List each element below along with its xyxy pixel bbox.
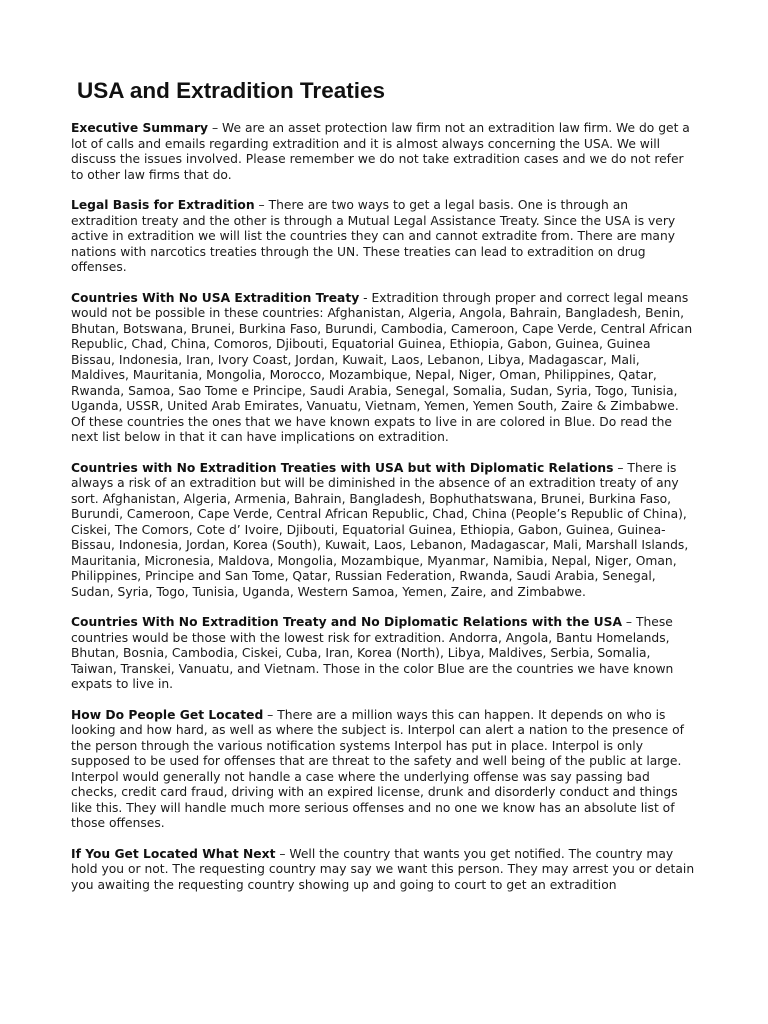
section-heading: If You Get Located What Next — [71, 846, 276, 861]
paragraph-diplomatic-relations — [71, 461, 696, 601]
section-heading: Countries With No Extradition Treaty and No Diplomatic Relations with the USA — [71, 615, 623, 629]
section-body: – These countries would be those with the lowest risk for extradition. Andorra, Angola, Bantu Homelands, Bhutan, Bosnia, Cambodia, Ciskei, Cuba, Iran, Korea (North), Libya, Maldives, Serbia, Somalia, Taiwan, Transkei, Vanuatu, and Vietnam. Those in the color Blue are the countries we have known expats to live in. — [71, 615, 674, 691]
section-heading: Countries With No USA Extradition Treaty — [71, 290, 360, 305]
section-heading: Legal Basis for Extradition — [71, 198, 255, 212]
section-heading: Executive Summary — [71, 121, 209, 135]
paragraph-no-diplomatic-relations — [71, 615, 696, 693]
section-body: – We are an asset protection law firm not an extradition law firm. We do get a lot of calls and emails regarding extradition and it is almost always concerning the USA. We will discuss the issues involved. Please remember we do not take extradition cases and we do not refer to other law firms that do. — [71, 121, 690, 182]
paragraph-if-located — [71, 847, 696, 894]
section-heading: How Do People Get Located — [71, 707, 264, 722]
section-body: – There are two ways to get a legal basis. One is through an extradition treaty and the other is through a Mutual Legal Assistance Treaty. Since the USA is very active in extradition we will list the countries they can and cannot extradite from. There are many nations with narcotics treaties through the UN. These treaties can lead to extradition on drug offenses. — [71, 198, 676, 274]
section-body: - Extradition through proper and correct legal means would not be possible in these countries: Afghanistan, Algeria, Angola, Bahrain, Bangladesh, Benin, Bhutan, Botswana, Brunei, Burkina Faso, Burundi, Cambodia, Cameroon, Cape Verde, Central African Republic, Chad, China, Comoros, Djibouti, Equatorial Guinea, Ethiopia, Gabon, Guinea, Guinea Bissau, Indonesia, Iran, Ivory Coast, Jordan, Kuwait, Laos, Lebanon, Libya, Madagascar, Mali, Maldives, Mauritania, Mongolia, Morocco, Mozambique, Nepal, Niger, Oman, Philippines, Qatar, Rwanda, Samoa, Sao Tome e Principe, Saudi Arabia, Senegal, Somalia, Sudan, Syria, Togo, Tunisia, Uganda, USSR, United Arab Emirates, Vanuatu, Vietnam, Yemen, Yemen South, Zaire & Zimbabwe. Of these countries the ones that we have known expats to live in are colored in Blue. Do read the next list below in that it can have implications on extradition. — [71, 290, 693, 444]
document-title: USA and Extradition Treaties — [77, 78, 385, 103]
paragraph-legal-basis — [71, 198, 696, 276]
section-body: – Well the country that wants you get notified. The country may hold you or not. The requesting country may say we want this person. They may arrest you or detain you awaiting the requesting country showing up and going to court to get an extradition — [71, 846, 695, 892]
section-body: – There is always a risk of an extradition but will be diminished in the absence of an extradition treaty of any sort. Afghanistan, Algeria, Armenia, Bahrain, Bangladesh, Bophuthatswana, Brunei, Burkina Faso, Burundi, Cameroon, Cape Verde, Central African Republic, Chad, China (People’s Republic of China), Ciskei, The Comors, Cote d’ Ivoire, Djibouti, Equatorial Guinea, Ethiopia, Gabon, Guinea, Guinea-Bissau, Indonesia, Jordan, Korea (South), Kuwait, Laos, Lebanon, Madagascar, Mali, Marshall Islands, Mauritania, Micronesia, Maldova, Mongolia, Mozambique, Myanmar, Namibia, Nepal, Niger, Oman, Philippines, Principe and San Tome, Qatar, Russian Federation, Rwanda, Saudi Arabia, Senegal, Sudan, Syria, Togo, Tunisia, Uganda, Western Samoa, Yemen, Zaire, and Zimbabwe. — [71, 460, 689, 599]
section-heading: Countries with No Extradition Treaties with USA but with Diplomatic Relations — [71, 460, 614, 475]
paragraph-no-usa-treaty — [71, 291, 696, 446]
paragraph-how-located — [71, 708, 696, 832]
paragraph-executive-summary — [71, 121, 696, 183]
document-body — [71, 121, 696, 893]
section-body: – There are a million ways this can happen. It depends on who is looking and how hard, as well as where the subject is. Interpol can alert a nation to the presence of the person through the various notification systems Interpol has put in place. Interpol is only supposed to be used for offenses that are threat to the safety and well being of the public at large. Interpol would generally not handle a case where the underlying offense was say passing bad checks, credit card fraud, driving with an expired license, drunk and disorderly conduct and things like this. They will handle much more serious offenses and no one we know has an absolute list of those offenses. — [71, 707, 684, 830]
